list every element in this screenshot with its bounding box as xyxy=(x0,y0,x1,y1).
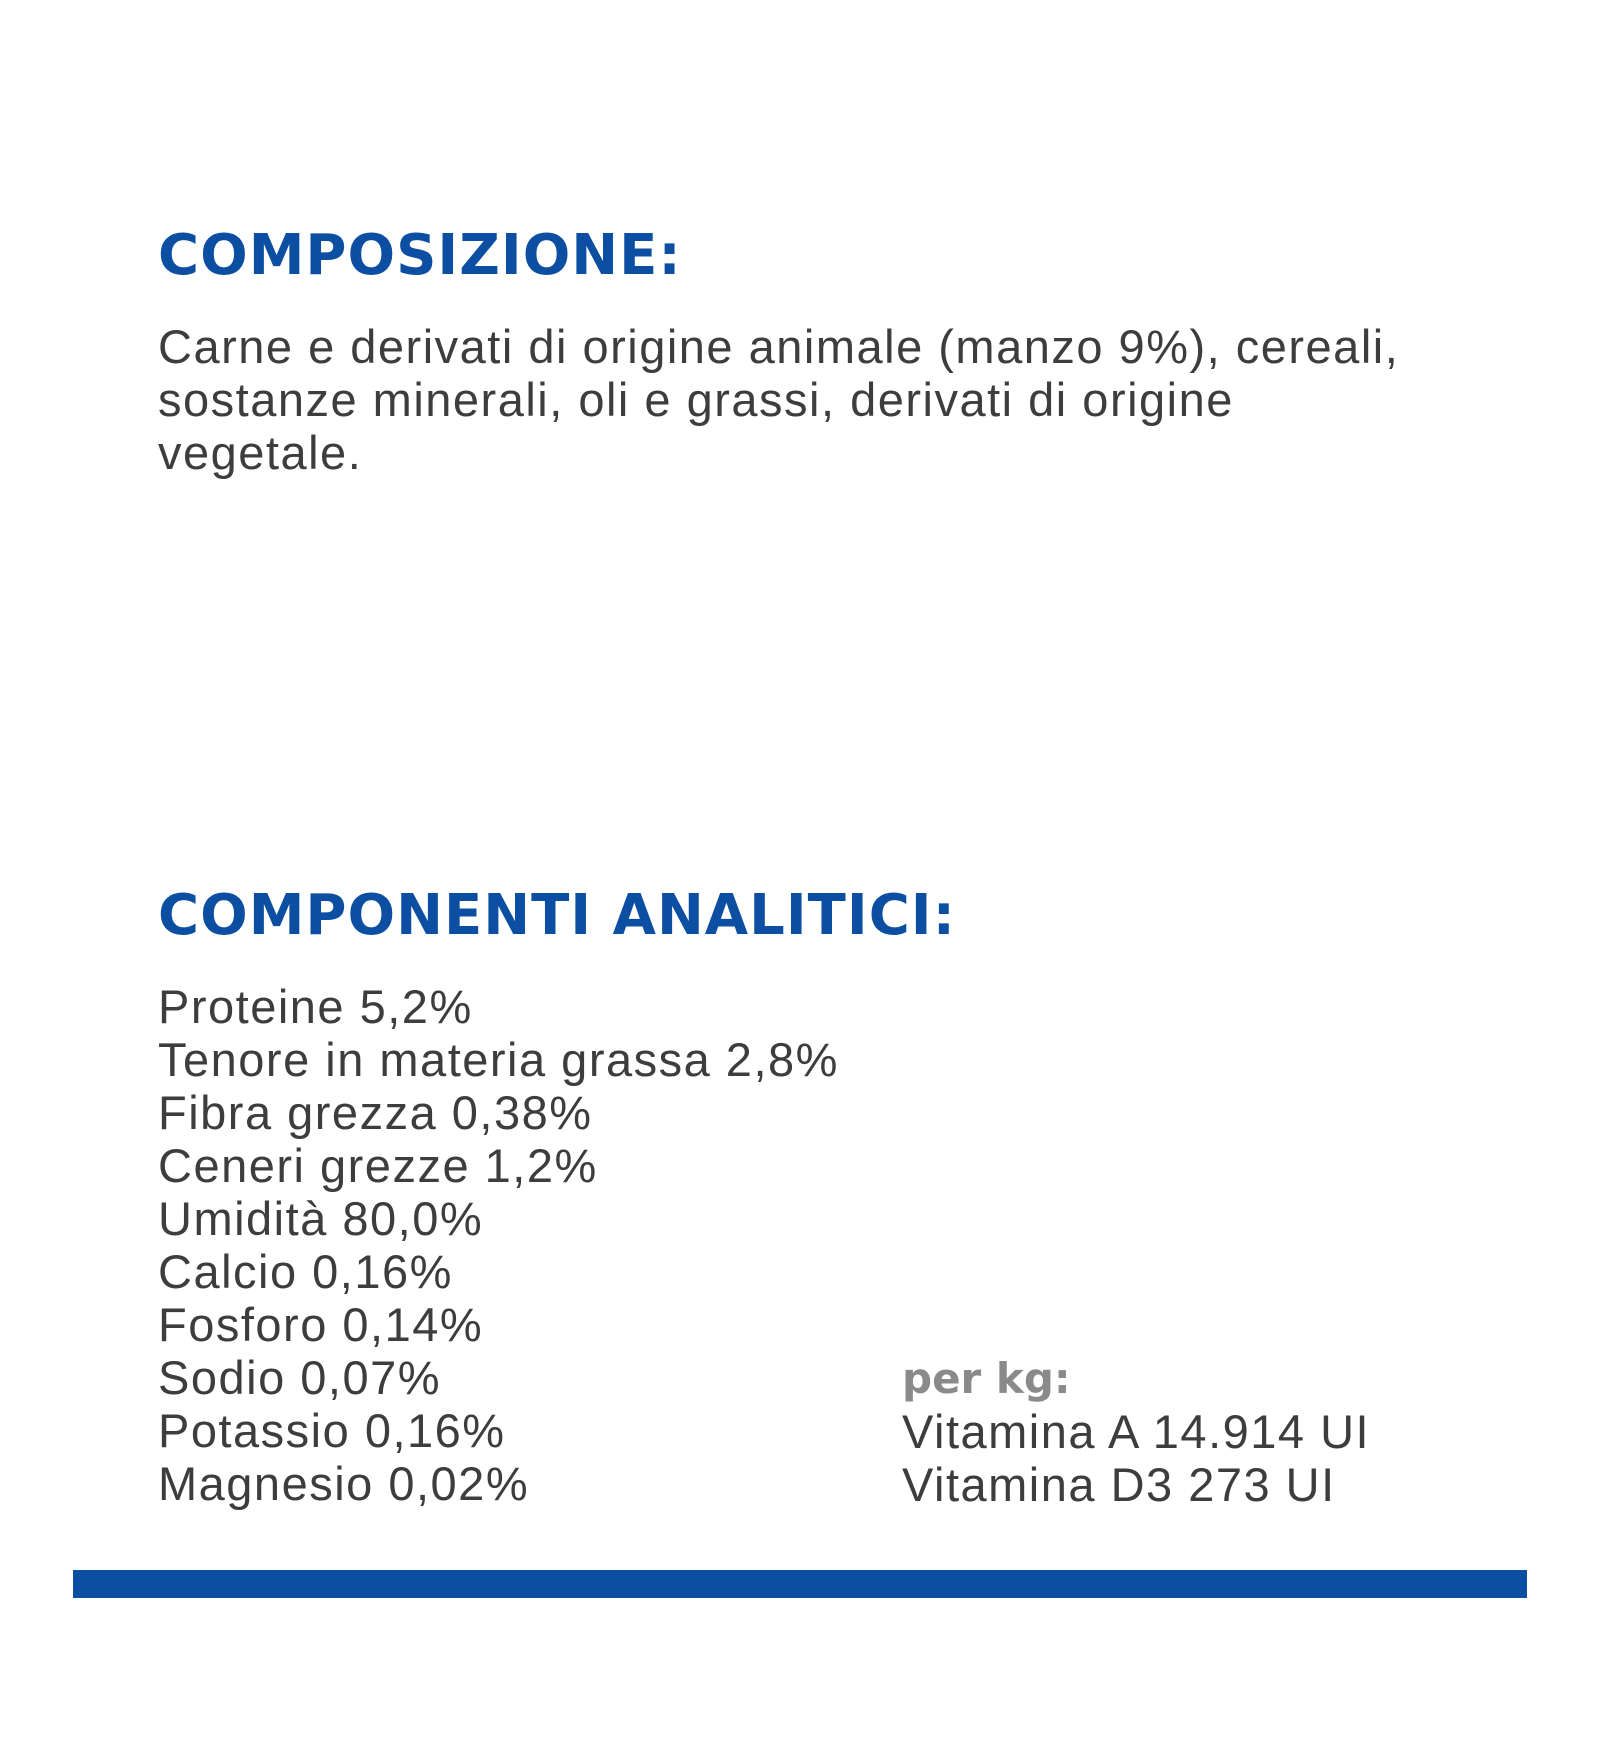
analytics-item-potassium: Potassio 0,16% xyxy=(158,1404,506,1457)
analytics-item-protein: Proteine 5,2% xyxy=(158,980,473,1033)
bottom-accent-bar xyxy=(73,1570,1527,1598)
composition-heading: COMPOSIZIONE: xyxy=(158,223,682,288)
composition-text: Carne e derivati di origine animale (manzo 9%), cereali, sostanze minerali, oli e grassi, derivati di origine vegetale. xyxy=(158,320,1400,479)
analytics-item-fiber: Fibra grezza 0,38% xyxy=(158,1086,593,1139)
analytics-item-calcium: Calcio 0,16% xyxy=(158,1245,453,1298)
analytics-list xyxy=(158,980,839,1510)
analytics-item-moisture: Umidità 80,0% xyxy=(158,1192,484,1245)
analytics-item-fat: Tenore in materia grassa 2,8% xyxy=(158,1033,839,1086)
per-kg-block xyxy=(902,1352,1370,1511)
per-kg-label: per kg: xyxy=(902,1354,1071,1403)
analytics-item-ash: Ceneri grezze 1,2% xyxy=(158,1139,598,1192)
analytics-item-phosphorus: Fosforo 0,14% xyxy=(158,1298,484,1351)
analytics-item-sodium: Sodio 0,07% xyxy=(158,1351,442,1404)
vitamin-d3-item: Vitamina D3 273 UI xyxy=(902,1458,1336,1511)
analytics-heading: COMPONENTI ANALITICI: xyxy=(158,883,957,948)
vitamin-list xyxy=(902,1405,1370,1511)
analytics-item-magnesium: Magnesio 0,02% xyxy=(158,1457,530,1510)
vitamin-a-item: Vitamina A 14.914 UI xyxy=(902,1405,1371,1458)
